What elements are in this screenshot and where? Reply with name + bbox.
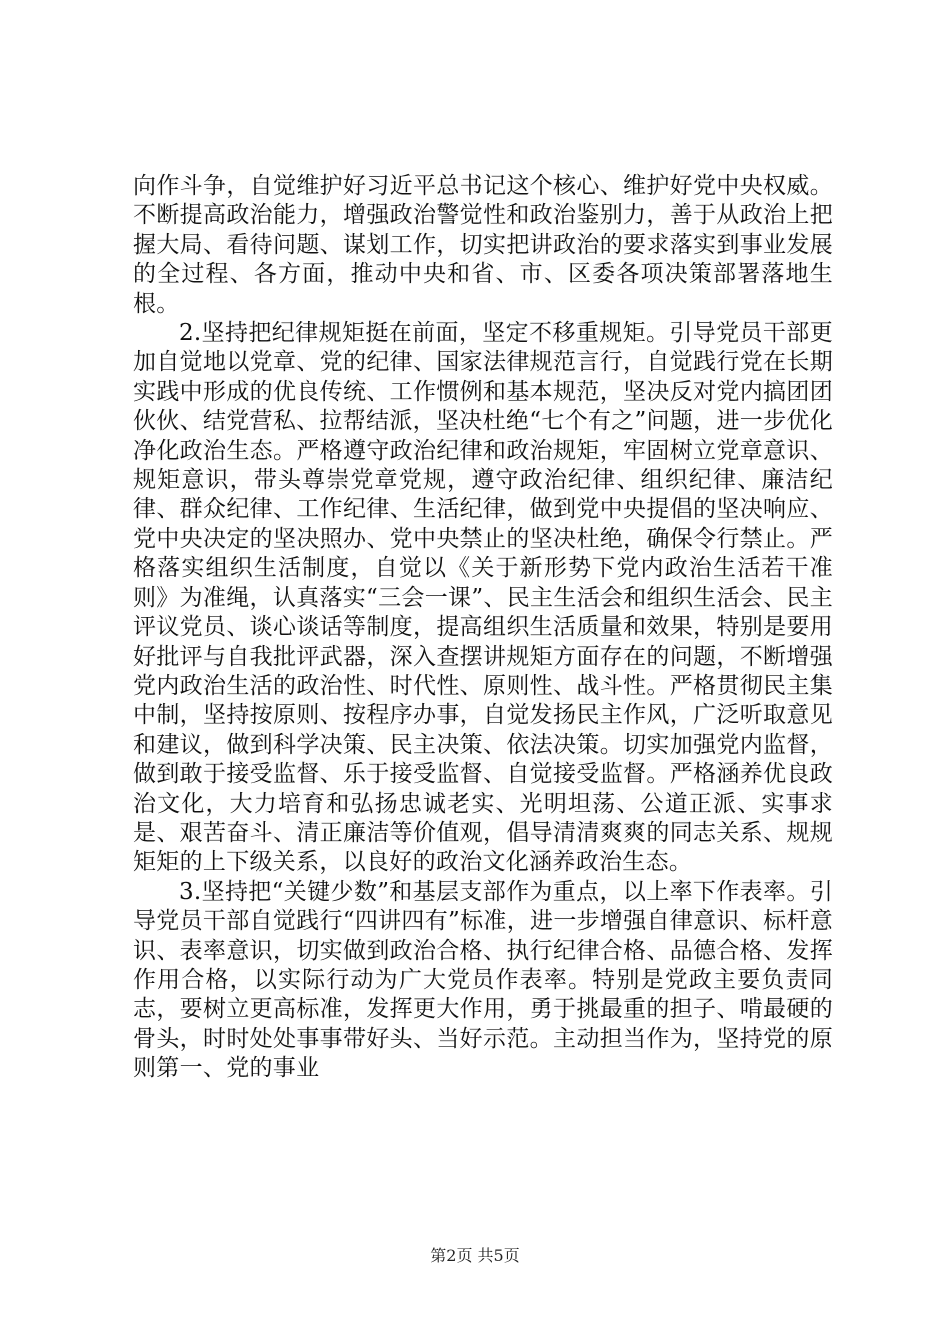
document-body (133, 172, 833, 1084)
page-footer (0, 1246, 950, 1266)
paragraph-continuation: 向作斗争，自觉维护好习近平总书记这个核心、维护好党中央权威。不断提高政治能力，增强政治警觉性和政治鉴别力，善于从政治上把握大局、看待问题、谋划工作，切实把讲政治的要求落实到事业发展的全过程、各方面，推动中央和省、市、区委各项决策部署落地生根。 (133, 173, 833, 317)
paragraph-item-2: 2.坚持把纪律规矩挺在前面，坚定不移重规矩。引导党员干部更加自觉地以党章、党的纪律、国家法律规范言行，自觉践行党在长期实践中形成的优良传统、工作惯例和基本规范，坚决反对党内搞团团伙伙、结党营私、拉帮结派，坚决杜绝“七个有之”问题，进一步优化净化政治生态。严格遵守政治纪律和政治规矩，牢固树立党章意识、规矩意识，带头尊崇党章党规，遵守政治纪律、组织纪律、廉洁纪律、群众纪律、工作纪律、生活纪律，做到党中央提倡的坚决响应、党中央决定的坚决照办、党中央禁止的坚决杜绝，确保令行禁止。严格落实组织生活制度，自觉以《关于新形势下党内政治生活若干准则》为准绳，认真落实“三会一课”、民主生活会和组织生活会、民主评议党员、谈心谈话等制度，提高组织生活质量和效果，特别是要用好批评与自我批评武器，深入查摆讲规矩方面存在的问题，不断增强党内政治生活的政治性、时代性、原则性、战斗性。严格贯彻民主集中制，坚持按原则、按程序办事，自觉发扬民主作风，广泛听取意见和建议，做到科学决策、民主决策、依法决策。切实加强党内监督，做到敢于接受监督、乐于接受监督、自觉接受监督。严格涵养优良政治文化，大力培育和弘扬忠诚老实、光明坦荡、公道正派、实事求是、艰苦奋斗、清正廉洁等价值观，倡导清清爽爽的同志关系、规规矩矩的上下级关系，以良好的政治文化涵养政治生态。 (133, 320, 833, 876)
page-number-label: 第2页 共5页 (430, 1246, 520, 1265)
paragraph-item-3: 3.坚持把“关键少数”和基层支部作为重点，以上率下作表率。引导党员干部自觉践行“四讲四有”标准，进一步增强自律意识、标杆意识、表率意识，切实做到政治合格、执行纪律合格、品德合格、发挥作用合格，以实际行动为广大党员作表率。特别是党政主要负责同志，要树立更高标准，发挥更大作用，勇于挑最重的担子、啃最硬的骨头，时时处处事事带好头、当好示范。主动担当作为，坚持党的原则第一、党的事业 (133, 878, 833, 1082)
